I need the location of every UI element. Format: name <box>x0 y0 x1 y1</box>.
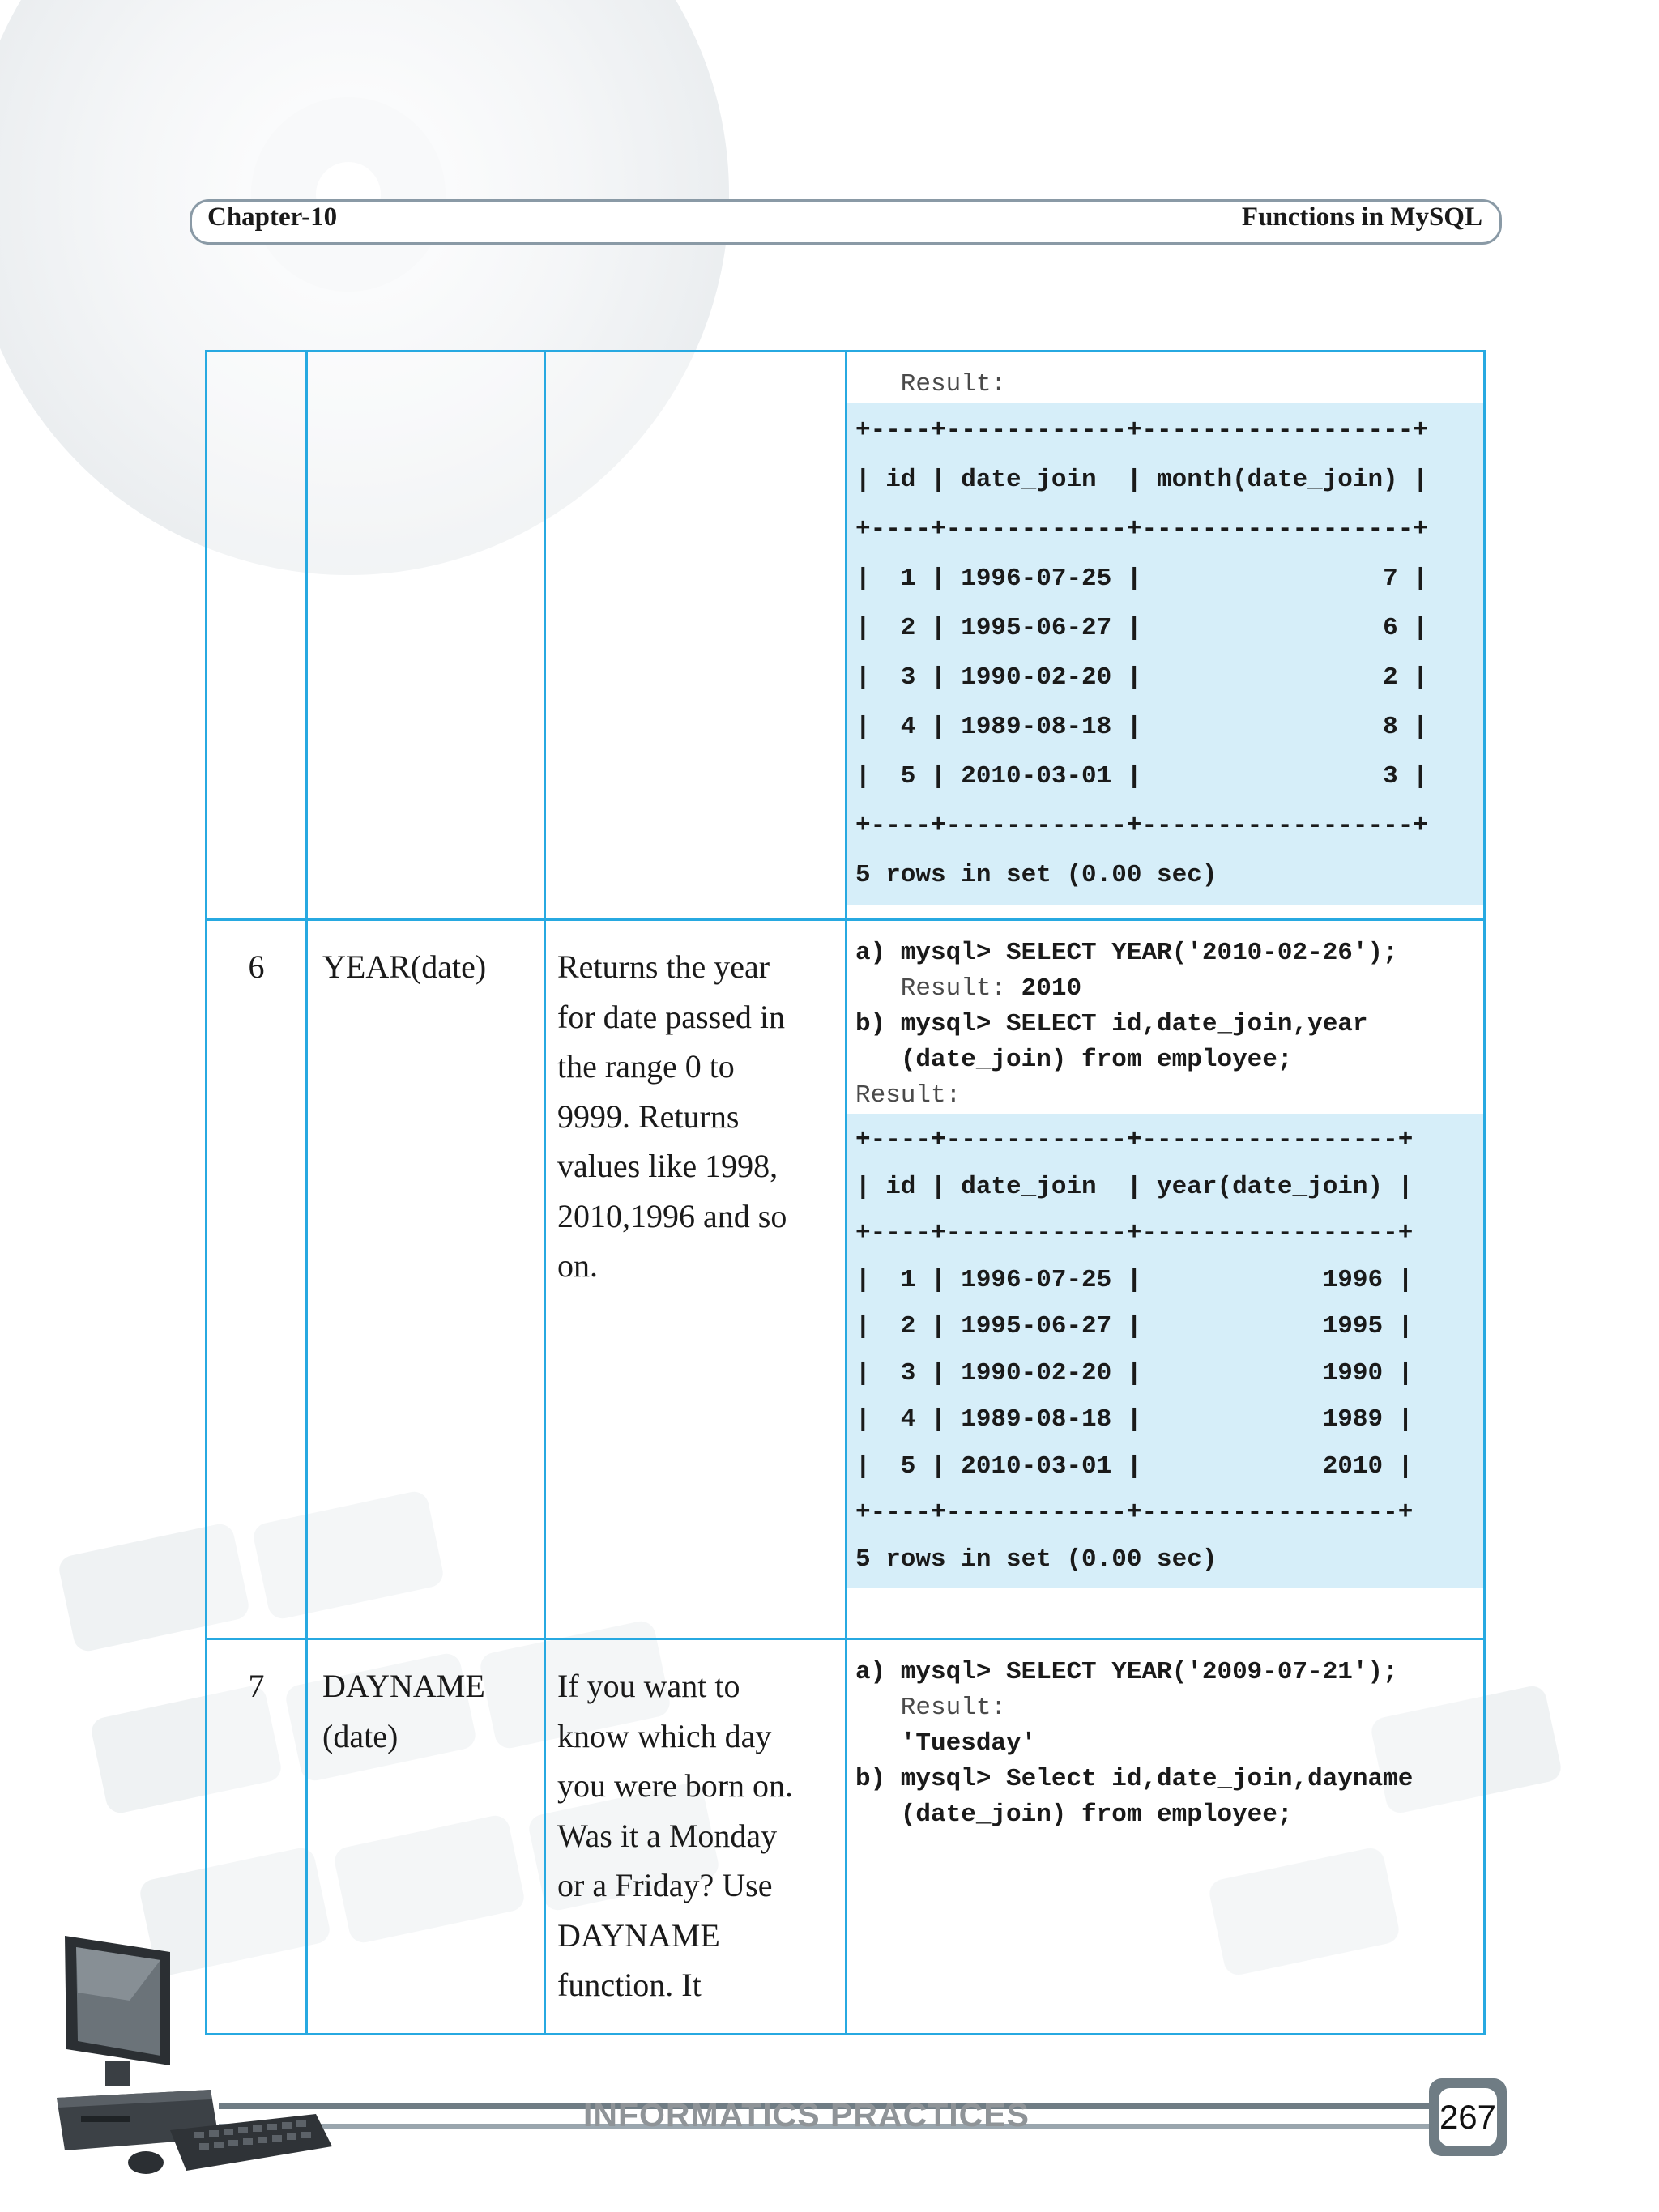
example-line <box>847 1690 1483 1726</box>
description-line: Was it a Monday <box>557 1817 778 1854</box>
example-line-text: Result: <box>855 1694 1007 1722</box>
result-output <box>847 403 1483 905</box>
example-line <box>847 971 1483 1007</box>
function-name-cell <box>307 1639 545 2035</box>
result-line: | 1 | 1996-07-25 | 1996 | <box>855 1265 1414 1294</box>
computer-illustration <box>49 1928 340 2195</box>
description-line: Returns the year <box>557 948 770 985</box>
example-cell <box>847 1639 1485 2035</box>
example-line <box>847 1078 1483 1114</box>
result-line: | id | date_join | year(date_join) | <box>855 1172 1414 1201</box>
example-line-text: 'Tuesday' <box>855 1729 1037 1758</box>
function-name-cell <box>307 920 545 1639</box>
example-line-text: Result: <box>855 1081 962 1110</box>
result-line: +----+------------+------------------+ <box>855 416 1428 445</box>
result-line: | 2 | 1995-06-27 | 1995 | <box>855 1312 1414 1340</box>
description-line: function. It <box>557 1967 702 2003</box>
result-line: | 4 | 1989-08-18 | 1989 | <box>855 1405 1414 1434</box>
description-line: the range 0 to <box>557 1048 735 1085</box>
description-line: 2010,1996 and so <box>557 1197 787 1234</box>
table-row <box>207 920 1485 1639</box>
description-line: or a Friday? Use <box>557 1867 773 1903</box>
page-number: 267 <box>1439 2088 1497 2146</box>
description-cell <box>545 920 847 1639</box>
description-line: on. <box>557 1247 598 1284</box>
function-name-cell <box>307 352 545 920</box>
example-line <box>847 1042 1483 1078</box>
result-line: | 2 | 1995-06-27 | 6 | <box>855 614 1428 642</box>
example-block <box>847 921 1483 1114</box>
row-number-cell <box>207 352 307 920</box>
result-line: | 1 | 1996-07-25 | 7 | <box>855 565 1428 593</box>
example-line-text: (date_join) from employee; <box>855 1801 1293 1829</box>
example-line <box>847 367 1483 403</box>
result-line: +----+------------+-----------------+ <box>855 1126 1414 1154</box>
result-line: 5 rows in set (0.00 sec) <box>855 1545 1218 1574</box>
functions-table <box>205 350 1486 2035</box>
function-name-line: (date) <box>322 1718 399 1754</box>
description-line: you were born on. <box>557 1767 794 1804</box>
example-line <box>847 1007 1483 1042</box>
example-cell <box>847 352 1485 920</box>
result-line: +----+------------+------------------+ <box>855 515 1428 543</box>
result-line: | 3 | 1990-02-20 | 1990 | <box>855 1358 1414 1387</box>
example-line-text: (date_join) from employee; <box>855 1046 1293 1074</box>
function-name-line: YEAR(date) <box>322 948 487 985</box>
table-row <box>207 352 1485 920</box>
result-line: | 5 | 2010-03-01 | 3 | <box>855 762 1428 791</box>
example-line-text: Result: <box>855 370 1007 399</box>
example-result-value: 2010 <box>1021 974 1082 1003</box>
example-line <box>847 1726 1483 1762</box>
description-cell <box>545 352 847 920</box>
description-cell <box>545 1639 847 2035</box>
example-line-text: b) mysql> SELECT id,date_join,year <box>855 1010 1368 1038</box>
example-line-text: a) mysql> SELECT YEAR('2010-02-26'); <box>855 939 1398 967</box>
result-line: +----+------------+-----------------+ <box>855 1498 1414 1527</box>
chapter-label: Chapter-10 <box>207 202 338 232</box>
result-line: +----+------------+------------------+ <box>855 812 1428 840</box>
example-line <box>847 1797 1483 1833</box>
example-block <box>847 1640 1483 1833</box>
example-line <box>847 1762 1483 1797</box>
row-number-cell <box>207 920 307 1639</box>
chapter-title: Functions in MySQL <box>1241 202 1482 232</box>
footer-title: INFORMATICS PRACTICES <box>583 2096 1030 2133</box>
row-number: 7 <box>248 1668 265 1704</box>
description-line: 9999. Returns <box>557 1097 740 1135</box>
description-line: DAYNAME <box>557 1916 720 1954</box>
example-line <box>847 1655 1483 1690</box>
result-output <box>847 1114 1483 1588</box>
table-row <box>207 1639 1485 2035</box>
example-line-text: a) mysql> SELECT YEAR('2009-07-21'); <box>855 1658 1398 1686</box>
result-line: | 3 | 1990-02-20 | 2 | <box>855 663 1428 692</box>
description-line: If you want to <box>557 1668 740 1704</box>
example-line <box>847 936 1483 971</box>
result-line: | id | date_join | month(date_join) | <box>855 466 1428 494</box>
description-line: values like 1998, <box>557 1148 778 1184</box>
result-line: +----+------------+-----------------+ <box>855 1219 1414 1247</box>
example-line-text: b) mysql> Select id,date_join,dayname <box>855 1765 1414 1793</box>
example-block <box>847 352 1483 403</box>
description-line: for date passed in <box>557 998 786 1035</box>
function-name-line: DAYNAME <box>322 1668 485 1704</box>
row-number: 6 <box>248 948 265 985</box>
description-line: know which day <box>557 1717 772 1754</box>
example-line-text: Result: <box>855 974 1021 1003</box>
example-cell <box>847 920 1485 1639</box>
result-line: | 5 | 2010-03-01 | 2010 | <box>855 1451 1414 1481</box>
result-line: 5 rows in set (0.00 sec) <box>855 861 1218 889</box>
result-line: | 4 | 1989-08-18 | 8 | <box>855 713 1428 741</box>
